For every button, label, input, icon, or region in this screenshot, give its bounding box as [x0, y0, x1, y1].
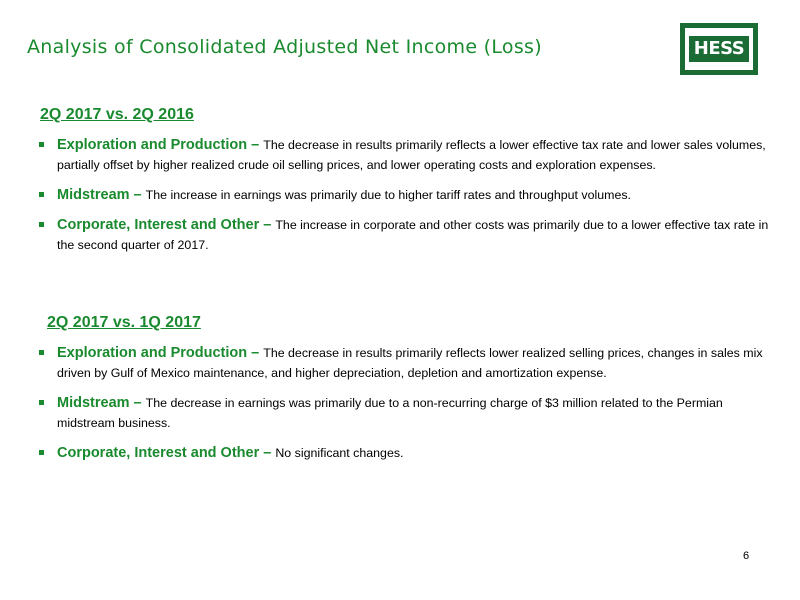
bullet-text: The increase in corporate and other costs was primarily due to a lower effective tax rate in the second quarter of 2017. — [57, 218, 769, 252]
bullet-lead: Exploration and Production – — [57, 345, 264, 361]
section-bullets-2q17-vs-2q16 — [38, 135, 778, 265]
bullet-text: The decrease in results primarily reflects lower realized selling prices, changes in sales mix driven by Gulf of Mexico maintenance, and higher depreciation, depletion and amortization expense. — [57, 346, 763, 380]
section-heading-2q17-vs-1q17: 2Q 2017 vs. 1Q 2017 — [47, 314, 201, 331]
bullet-item — [38, 185, 778, 205]
slide-title: Analysis of Consolidated Adjusted Net Income (Loss) — [27, 36, 542, 58]
bullet-item — [38, 135, 778, 175]
bullet-lead: Exploration and Production – — [57, 137, 264, 153]
section-heading-2q17-vs-2q16: 2Q 2017 vs. 2Q 2016 — [40, 106, 194, 123]
bullet-lead: Midstream – — [57, 395, 146, 411]
bullet-lead: Corporate, Interest and Other – — [57, 445, 276, 461]
bullet-text: The decrease in earnings was primarily due to a non-recurring charge of $3 million related to the Permian midstream business. — [57, 396, 723, 430]
bullet-item — [38, 443, 778, 463]
logo-text: HESS — [693, 38, 745, 59]
bullet-text: The increase in earnings was primarily due to higher tariff rates and throughput volumes. — [145, 188, 631, 202]
hess-logo — [680, 23, 758, 75]
bullet-square-icon — [39, 350, 44, 355]
bullet-lead: Corporate, Interest and Other – — [57, 217, 276, 233]
bullet-square-icon — [39, 450, 44, 455]
bullet-square-icon — [39, 192, 44, 197]
logo-band — [689, 36, 749, 62]
bullet-text: The decrease in results primarily reflects a lower effective tax rate and lower sales volumes, partially offset by higher realized crude oil selling prices, and lower operating costs and exploration expenses. — [57, 138, 766, 172]
page-number: 6 — [743, 550, 750, 562]
bullet-item — [38, 393, 778, 433]
bullet-text: No significant changes. — [275, 446, 404, 460]
bullet-square-icon — [39, 400, 44, 405]
bullet-square-icon — [39, 222, 44, 227]
bullet-item — [38, 343, 778, 383]
bullet-square-icon — [39, 142, 44, 147]
bullet-item — [38, 215, 778, 255]
section-bullets-2q17-vs-1q17 — [38, 343, 778, 473]
bullet-lead: Midstream – — [57, 187, 146, 203]
